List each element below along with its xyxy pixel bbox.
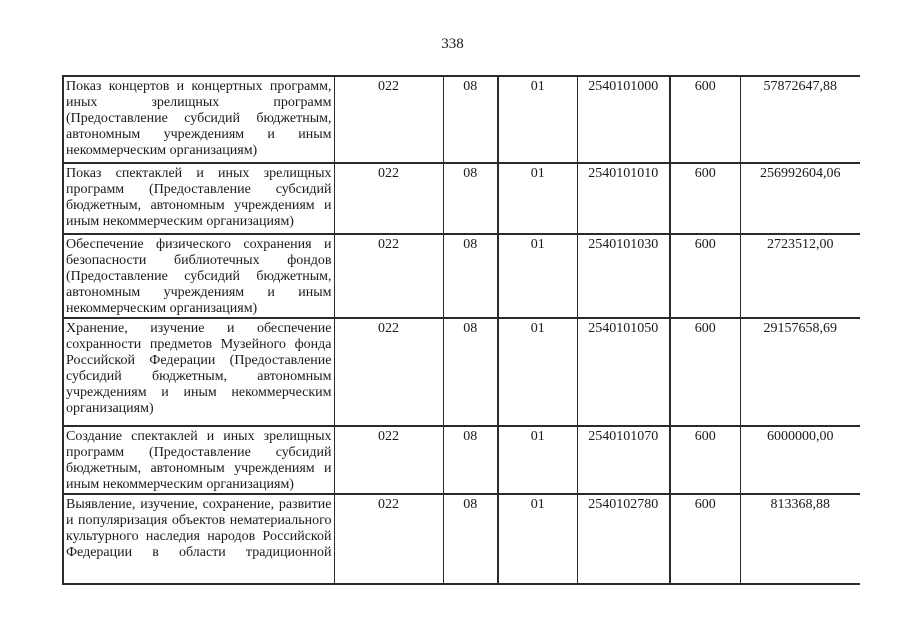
cell-expense-type: 600 <box>670 76 740 163</box>
cell-subsection: 01 <box>498 318 577 426</box>
cell-amount: 256992604,06 <box>740 163 860 234</box>
cell-code: 022 <box>334 234 443 318</box>
cell-activity-name: Показ спектаклей и иных зрелищных программ (Предоставление субсидий бюджетным, автономным учреждениям и иным некоммерческим организациям) <box>63 163 334 234</box>
cell-code: 022 <box>334 426 443 494</box>
cell-subsection: 01 <box>498 163 577 234</box>
page-number: 338 <box>441 36 464 52</box>
cell-target-article: 2540101000 <box>577 76 670 163</box>
cell-target-article: 2540101010 <box>577 163 670 234</box>
table-row <box>63 318 860 426</box>
cell-target-article: 2540101070 <box>577 426 670 494</box>
cell-amount: 29157658,69 <box>740 318 860 426</box>
cell-code: 022 <box>334 494 443 585</box>
cell-expense-type: 600 <box>670 163 740 234</box>
cell-expense-type: 600 <box>670 494 740 585</box>
cell-activity-name: Показ концертов и концертных программ, иных зрелищных программ (Предоставление субсидий бюджетным, автономным учреждениям и иным некоммерческим организациям) <box>63 76 334 163</box>
cell-expense-type: 600 <box>670 318 740 426</box>
cell-code: 022 <box>334 163 443 234</box>
cell-section: 08 <box>443 163 498 234</box>
budget-table-container <box>62 75 860 585</box>
cell-amount: 57872647,88 <box>740 76 860 163</box>
cell-section: 08 <box>443 318 498 426</box>
cell-section: 08 <box>443 426 498 494</box>
cell-amount: 813368,88 <box>740 494 860 585</box>
cell-target-article: 2540101050 <box>577 318 670 426</box>
cell-subsection: 01 <box>498 234 577 318</box>
cell-target-article: 2540102780 <box>577 494 670 585</box>
cell-amount: 2723512,00 <box>740 234 860 318</box>
table-row <box>63 76 860 163</box>
table-row <box>63 163 860 234</box>
cell-target-article: 2540101030 <box>577 234 670 318</box>
cell-activity-name: Создание спектаклей и иных зрелищных программ (Предоставление субсидий бюджетным, автономным учреждениям и иным некоммерческим организациям) <box>63 426 334 494</box>
cell-code: 022 <box>334 76 443 163</box>
table-row <box>63 494 860 585</box>
cell-section: 08 <box>443 76 498 163</box>
table-row <box>63 426 860 494</box>
cell-activity-name: Обеспечение физического сохранения и безопасности библиотечных фондов (Предоставление субсидий бюджетным, автономным учреждениям и иным некоммерческим организациям) <box>63 234 334 318</box>
cell-subsection: 01 <box>498 76 577 163</box>
cell-code: 022 <box>334 318 443 426</box>
cell-subsection: 01 <box>498 426 577 494</box>
cell-section: 08 <box>443 234 498 318</box>
cell-activity-name: Выявление, изучение, сохранение, развитие и популяризация объектов нематериального культурного наследия народов Российской Федерации в области традиционной <box>63 494 334 585</box>
cell-section: 08 <box>443 494 498 585</box>
cell-amount: 6000000,00 <box>740 426 860 494</box>
cell-expense-type: 600 <box>670 426 740 494</box>
cell-subsection: 01 <box>498 494 577 585</box>
budget-table <box>62 75 860 585</box>
cell-activity-name: Хранение, изучение и обеспечение сохранности предметов Музейного фонда Российской Федерации (Предоставление субсидий бюджетным, автономным учреждениям и иным некоммерческим организациям) <box>63 318 334 426</box>
cell-expense-type: 600 <box>670 234 740 318</box>
table-row <box>63 234 860 318</box>
